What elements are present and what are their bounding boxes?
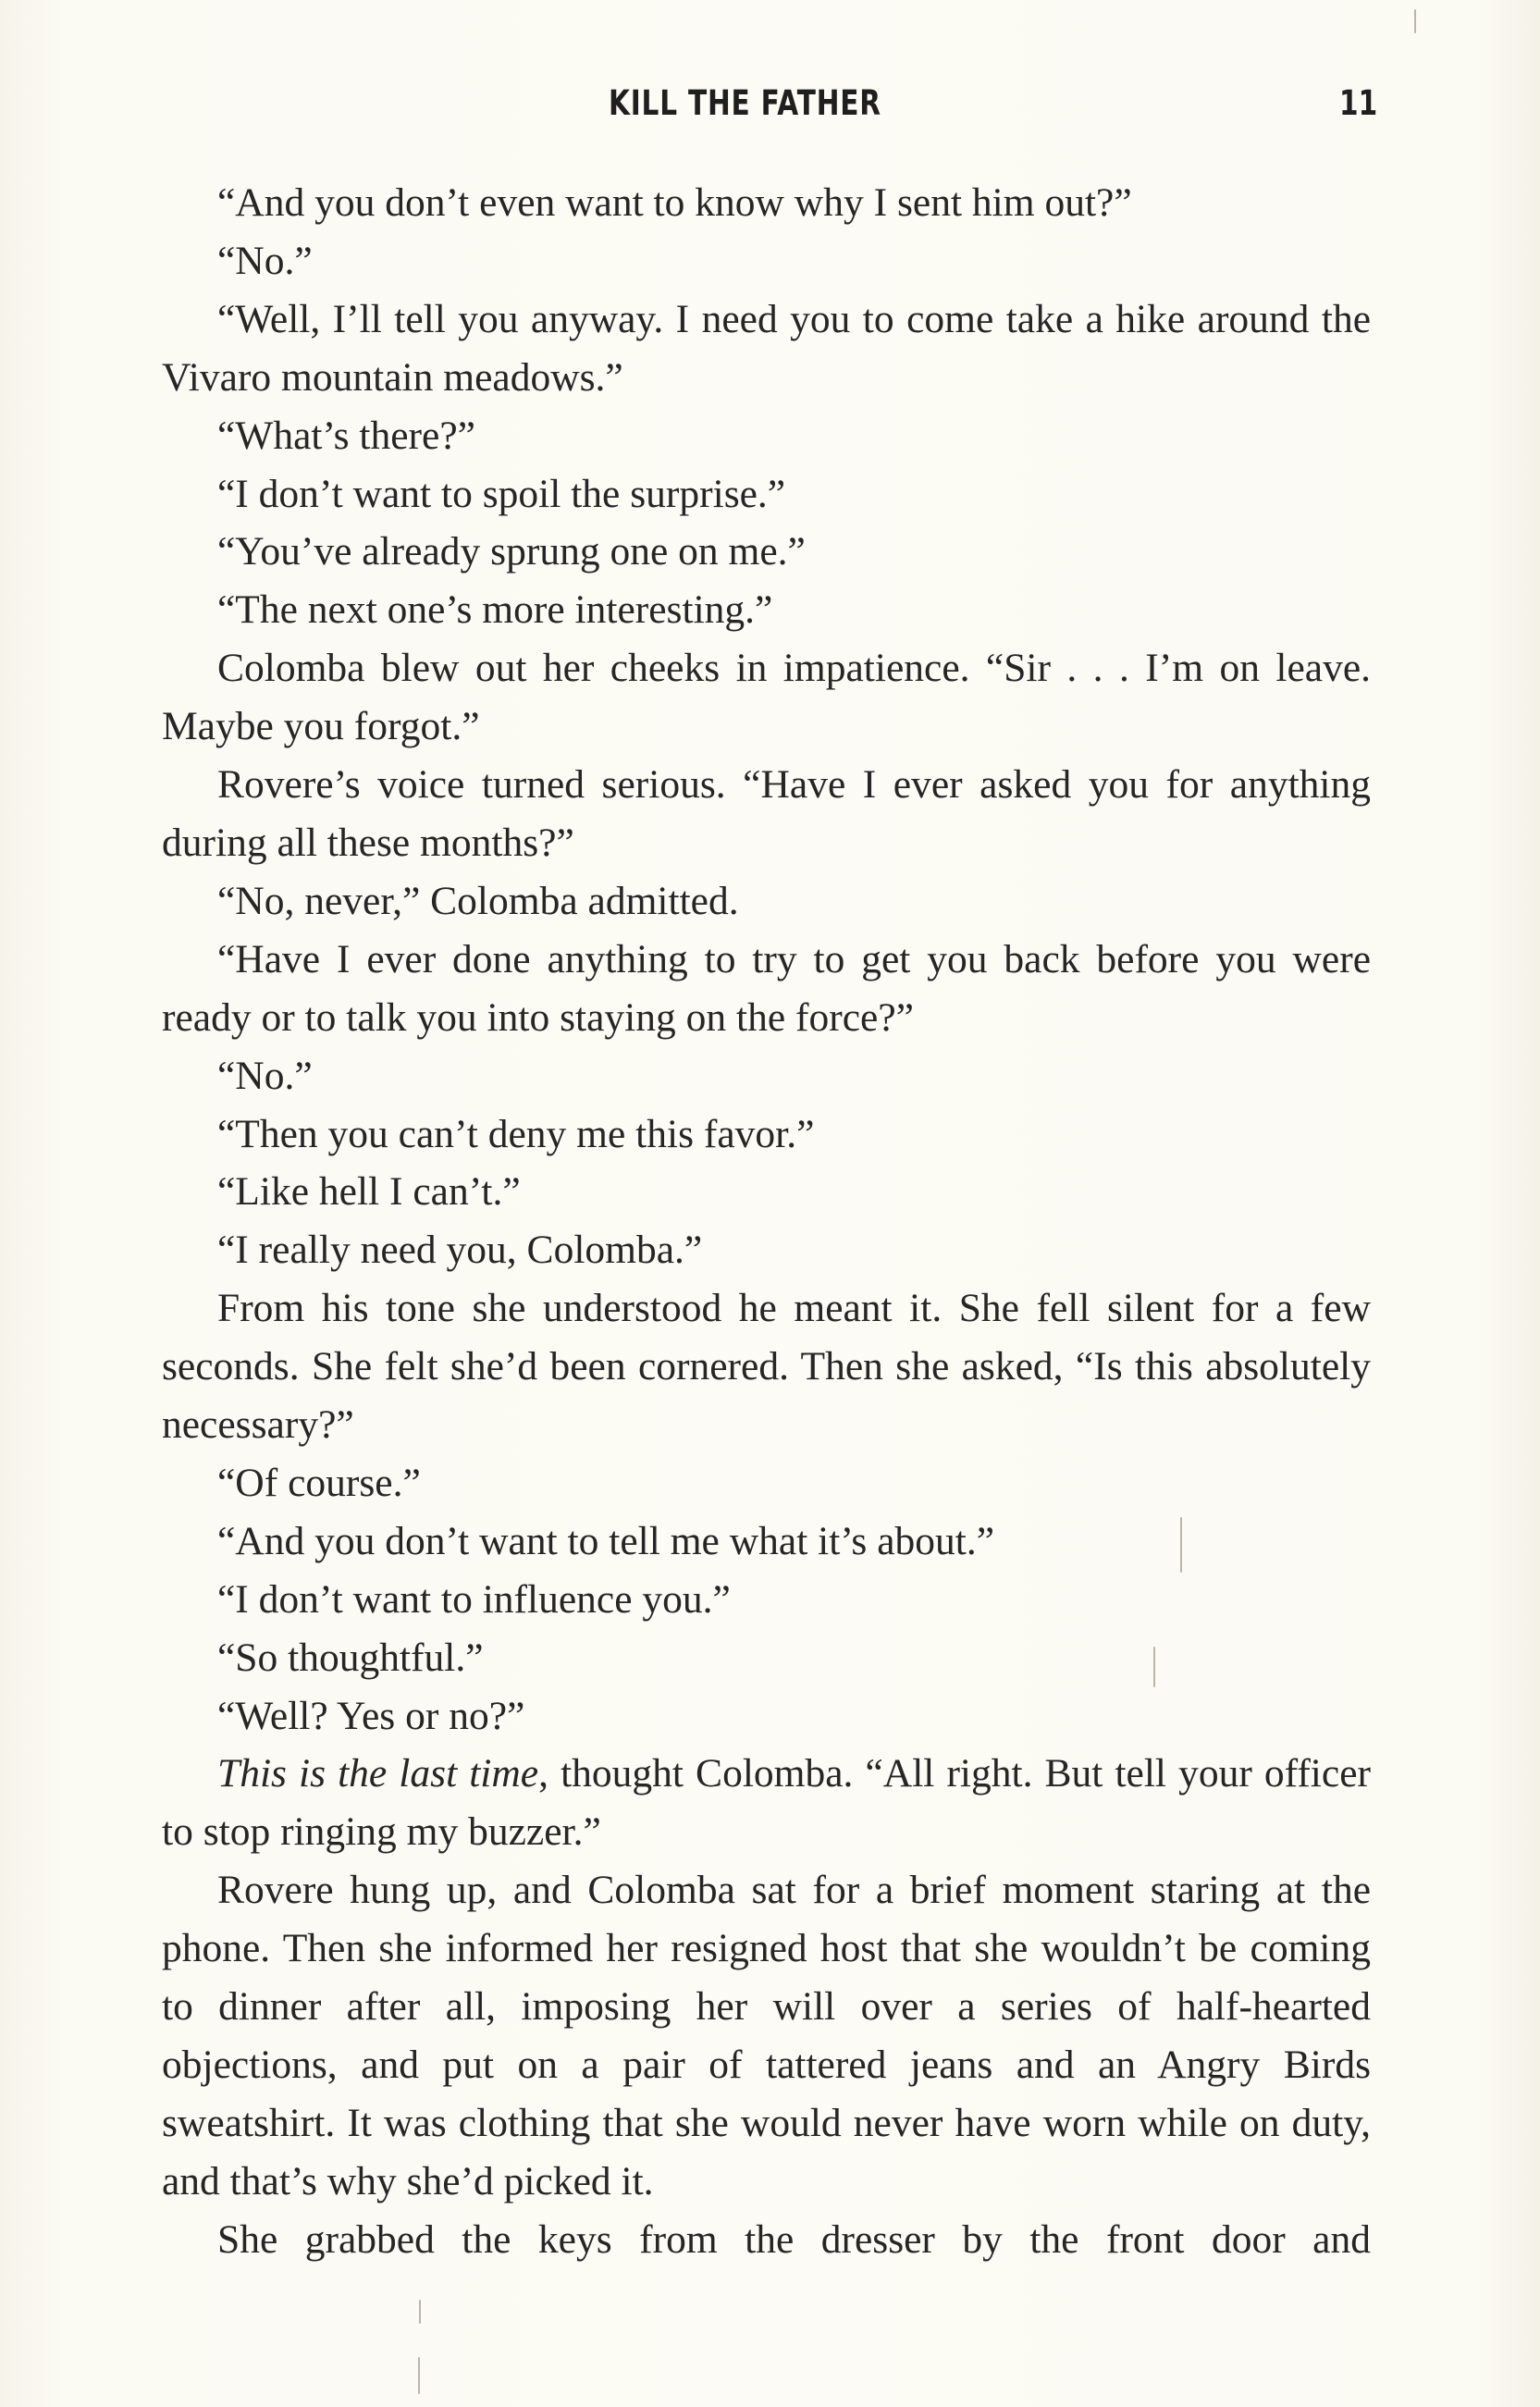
paper-speck bbox=[1180, 1517, 1182, 1573]
paragraph: Rovere hung up, and Colomba sat for a brief moment staring at the phone. Then she informed her resigned host that she wouldn’t be coming to dinner after all, imposing her will over a series of half-hearted objections, and put on a pair of tattered jeans and an Angry Birds sweatshirt. It was clothing that she would never have worn while on duty, and that’s why she’d picked it. bbox=[162, 1868, 1371, 2203]
paper-speck bbox=[418, 2357, 420, 2394]
paragraph: “I really need you, Colomba.” bbox=[217, 1228, 703, 1273]
book-title: KILL THE FATHER bbox=[609, 83, 881, 123]
running-head bbox=[0, 76, 1540, 131]
paragraph: “And you don’t want to tell me what it’s about.” bbox=[217, 1518, 995, 1563]
paragraph: “Of course.” bbox=[217, 1460, 421, 1505]
page-number: 11 bbox=[1339, 83, 1378, 123]
paragraph: “Then you can’t deny me this favor.” bbox=[217, 1111, 815, 1156]
paragraph: “Well? Yes or no?” bbox=[217, 1693, 525, 1738]
paragraph: “Well, I’ll tell you anyway. I need you to come take a hike around the Vivaro mountain meadows.” bbox=[162, 296, 1371, 400]
paragraph: From his tone she understood he meant it. She fell silent for a few seconds. She felt she’d been cornered. Then she asked, “Is this absolutely necessary?” bbox=[162, 1286, 1371, 1448]
paper-speck bbox=[1414, 9, 1416, 33]
paragraph: Colomba blew out her cheeks in impatience. “Sir . . . I’m on leave. Maybe you forgot.” bbox=[162, 646, 1371, 749]
body-text bbox=[162, 174, 1371, 2269]
paragraph: “You’ve already sprung one on me.” bbox=[217, 529, 806, 574]
paper-speck bbox=[1153, 1647, 1155, 1687]
paragraph: “And you don’t even want to know why I sent him out?” bbox=[217, 180, 1132, 225]
paragraph: “No, never,” Colomba admitted. bbox=[217, 878, 739, 923]
paragraph: “Like hell I can’t.” bbox=[217, 1169, 521, 1215]
paragraph: “I don’t want to influence you.” bbox=[217, 1576, 731, 1622]
paragraph: “The next one’s more interesting.” bbox=[217, 587, 773, 633]
paragraph: Rovere’s voice turned serious. “Have I ever asked you for anything during all these months?” bbox=[162, 762, 1371, 865]
paragraph: “What’s there?” bbox=[217, 413, 475, 458]
paragraph: “No.” bbox=[217, 1053, 313, 1098]
paper-speck bbox=[419, 2300, 421, 2324]
paragraph: “No.” bbox=[217, 238, 313, 283]
paragraph: She grabbed the keys from the dresser by the front door and bbox=[217, 2216, 1371, 2262]
paragraph: This is the last time, thought Colomba. “All right. But tell your officer to stop ringing my buzzer.” bbox=[162, 1751, 1371, 1855]
italic-thought: This is the last time bbox=[217, 1751, 539, 1796]
paragraph: “I don’t want to spoil the surprise.” bbox=[217, 471, 786, 516]
paragraph: “Have I ever done anything to try to get you back before you were ready or to talk you into staying on the force?” bbox=[162, 936, 1371, 1040]
paragraph: “So thoughtful.” bbox=[217, 1635, 484, 1680]
